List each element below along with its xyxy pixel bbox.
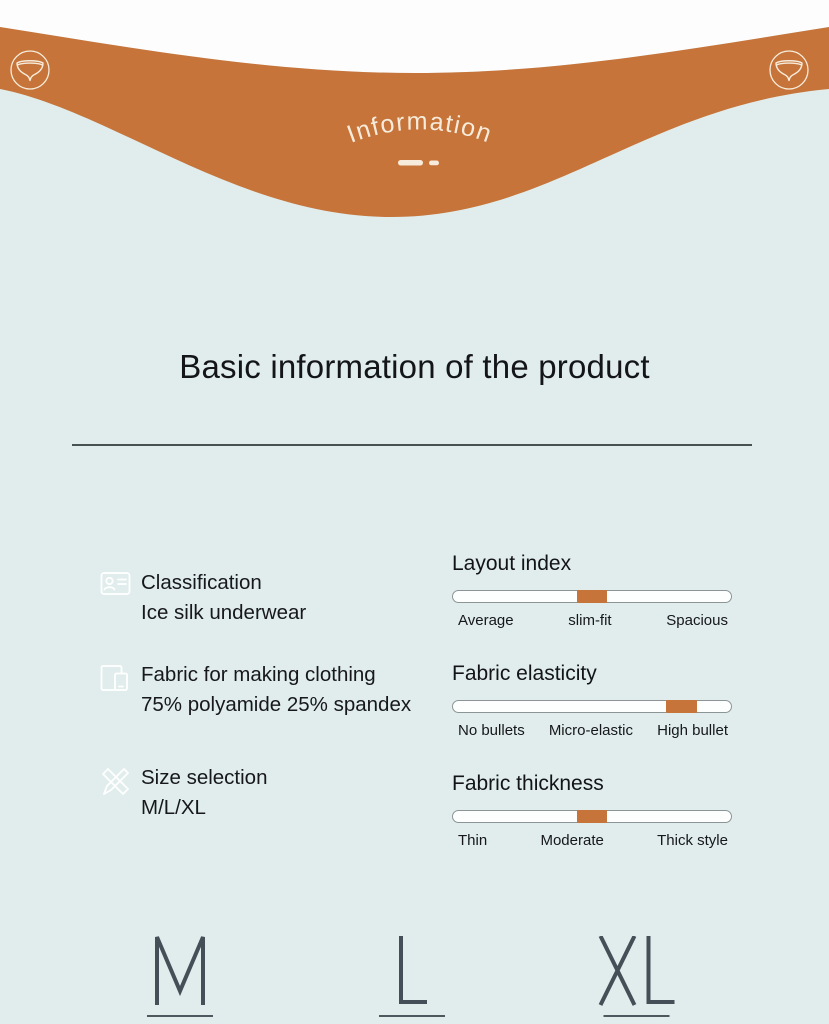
meter-scale-label: Thick style [657, 832, 728, 849]
pencil-ruler-icon [100, 766, 131, 797]
size-underline [603, 1015, 669, 1017]
size-underline [147, 1015, 213, 1017]
banner-label: Information [343, 107, 497, 149]
meter-fabric-thickness [452, 772, 732, 849]
size-option-xl [598, 936, 675, 1017]
spec-value: Ice silk underwear [141, 601, 307, 624]
meter-scale-label: Spacious [666, 612, 728, 629]
banner [0, 0, 829, 240]
meter-scale-label: High bullet [657, 722, 728, 739]
spec-value: 75% polyamide 25% spandex [141, 693, 412, 716]
meter-indicator [577, 590, 608, 603]
meter-scale [452, 832, 732, 849]
size-underline [379, 1015, 445, 1017]
meter-scale-label: Thin [458, 832, 488, 849]
spec-label: Size selection [141, 766, 268, 789]
size-letter [397, 936, 427, 1006]
meter-scale-label: Average [458, 612, 514, 629]
spec-item-size [100, 763, 267, 823]
size-letter [598, 936, 675, 1006]
spec-value: M/L/XL [141, 796, 206, 819]
meter-fabric-elasticity [452, 662, 732, 739]
dash-decoration-long [398, 160, 423, 166]
meter-indicator [577, 810, 608, 823]
meter-title: Fabric elasticity [452, 662, 597, 685]
meter-layout-index [452, 552, 732, 629]
spec-label: Classification [141, 571, 262, 594]
meter-title: Fabric thickness [452, 772, 604, 795]
title-divider [72, 444, 752, 446]
meter-scale-label: slim-fit [568, 612, 612, 629]
page-title: Basic information of the product [179, 348, 650, 385]
size-letter [154, 936, 206, 1006]
meter-scale-label: Micro-elastic [548, 722, 633, 739]
meter-track [452, 810, 732, 823]
dash-decoration-short [429, 161, 439, 166]
spec-item-fabric [100, 660, 411, 720]
meter-scale-label: No bullets [458, 722, 525, 739]
meter-track [452, 700, 732, 713]
meter-title: Layout index [452, 552, 572, 575]
meter-scale-label: Moderate [540, 832, 604, 849]
spec-item-classification [100, 568, 306, 628]
size-option-m [147, 936, 213, 1017]
spec-label: Fabric for making clothing [141, 663, 376, 686]
fabric-swatch-icon [100, 663, 131, 694]
meter-scale [452, 722, 732, 739]
meter-indicator [666, 700, 697, 713]
id-card-icon [100, 571, 131, 596]
size-option-l [379, 936, 445, 1017]
meter-scale [452, 612, 732, 629]
meter-track [452, 590, 732, 603]
